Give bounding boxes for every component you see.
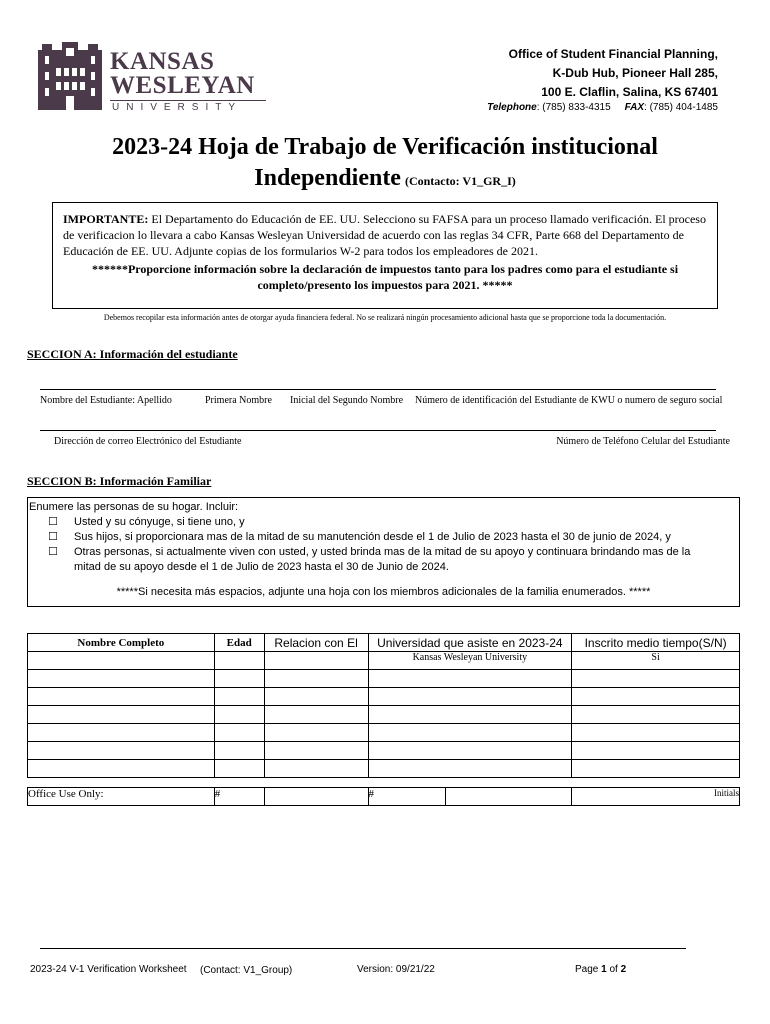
cell-college[interactable] <box>368 670 572 688</box>
cell-age[interactable] <box>214 688 264 706</box>
cell-age[interactable] <box>214 670 264 688</box>
cell-name[interactable] <box>28 652 215 670</box>
cell-name[interactable] <box>28 706 215 724</box>
telephone-value: : (785) 833-4315 <box>536 102 611 113</box>
office-use-table <box>27 787 740 806</box>
cell-age[interactable] <box>214 760 264 778</box>
household-item-3 <box>28 545 739 575</box>
student-contact-line[interactable] <box>40 430 716 431</box>
building-emblem-icon <box>36 42 104 114</box>
page-title: 2023-24 Hoja de Trabajo de Verificación institucional <box>112 134 658 160</box>
logo-university: UNIVERSITY <box>112 102 243 113</box>
extra-space-note: *****Si necesita más espacios, adjunte una hoja con los miembros adicionales de la familia enumerados. ***** <box>116 586 651 598</box>
page-of: of <box>606 964 621 975</box>
cell-name[interactable] <box>28 670 215 688</box>
header-half-time: Inscrito medio tiempo(S/N) <box>572 634 740 652</box>
cell-half-time-example: Si <box>572 652 740 670</box>
office-use-hash-2: # <box>368 788 446 806</box>
fax-value: : (785) 404-1485 <box>644 102 718 113</box>
title-block <box>0 134 770 192</box>
logo-kansas: KANSAS <box>110 48 215 75</box>
office-use-cell <box>446 788 572 806</box>
office-use-hash-1: # <box>214 788 264 806</box>
household-item-text: Usted y su cónyuge, si tiene uno, y <box>74 516 245 528</box>
cell-half-time[interactable] <box>572 706 740 724</box>
title-contact: (Contacto: V1_GR_I) <box>404 174 516 188</box>
household-item-2 <box>28 530 739 545</box>
important-label: IMPORTANTE: <box>63 212 149 226</box>
university-logo <box>36 42 266 114</box>
header-full-name: Nombre Completo <box>28 634 215 652</box>
tax-return-notice: ******Proporcione información sobre la declaración de impuestos tanto para los padres como para el estudiante si completo/presento los impuestos para 2021. ***** <box>91 262 679 292</box>
header-college: Universidad que asiste en 2023-24 <box>368 634 572 652</box>
important-paragraph <box>63 211 707 259</box>
cell-relationship[interactable] <box>264 724 368 742</box>
cell-name[interactable] <box>28 742 215 760</box>
household-item-1 <box>28 515 739 530</box>
cell-age[interactable] <box>214 742 264 760</box>
student-name-line[interactable] <box>40 389 716 390</box>
logo-wesleyan: WESLEYAN <box>110 72 255 99</box>
table-row <box>28 688 740 706</box>
header-age: Edad <box>214 634 264 652</box>
cell-relationship[interactable] <box>264 760 368 778</box>
footer-divider <box>40 948 686 949</box>
cell-age[interactable] <box>214 706 264 724</box>
page-total: 2 <box>620 964 627 975</box>
footer-contact: (Contact: V1_Group) <box>200 965 293 976</box>
office-contact-line <box>487 102 718 113</box>
table-row-example <box>28 652 740 670</box>
page-subtitle: Independiente <box>254 165 401 191</box>
cell-college[interactable] <box>368 760 572 778</box>
cell-college-example: Kansas Wesleyan University <box>368 652 572 670</box>
fax-label: FAX <box>624 102 645 113</box>
office-use-initials: Initials <box>572 788 740 806</box>
household-item-text: Sus hijos, si proporcionara mas de la mitad de su manutención desde el 1 de Julio de 2023 hasta el 30 de junio de 2024, y <box>74 531 671 543</box>
cell-half-time[interactable] <box>572 670 740 688</box>
cell-relationship[interactable] <box>264 688 368 706</box>
table-header-row <box>28 634 740 652</box>
important-notice-box <box>52 202 718 309</box>
table-row <box>28 724 740 742</box>
section-b-heading: SECCION B: Información Familiar <box>27 474 212 488</box>
household-instructions-box <box>27 497 740 607</box>
office-name: Office of Student Financial Planning, <box>508 47 718 61</box>
page-current: 1 <box>601 964 607 975</box>
label-student-id: Número de identificación del Estudiante de KWU o numero de seguro social <box>415 395 723 406</box>
office-location: K-Dub Hub, Pioneer Hall 285, <box>552 66 718 80</box>
cell-name[interactable] <box>28 688 215 706</box>
office-address: 100 E. Claflin, Salina, KS 67401 <box>541 85 718 99</box>
cell-half-time[interactable] <box>572 688 740 706</box>
page-prefix: Page <box>575 964 602 975</box>
office-use-cell <box>264 788 368 806</box>
cell-college[interactable] <box>368 742 572 760</box>
office-use-row <box>28 788 740 806</box>
checkbox-icon[interactable]: ☐ <box>48 546 58 558</box>
family-table <box>27 633 740 778</box>
label-first-name: Primera Nombre <box>205 395 272 406</box>
telephone-label: Telephone <box>487 102 537 113</box>
table-row <box>28 742 740 760</box>
household-intro: Enumere las personas de su hogar. Incluir: <box>29 501 239 513</box>
footer-doc-name: 2023-24 V-1 Verification Worksheet <box>30 964 187 975</box>
section-a-heading: SECCION A: Información del estudiante <box>27 347 238 361</box>
table-row <box>28 760 740 778</box>
header-relationship: Relacion con El <box>264 634 368 652</box>
table-row <box>28 670 740 688</box>
footer-version: Version: 09/21/22 <box>357 964 435 975</box>
label-cell-phone: Número de Teléfono Celular del Estudiante <box>556 436 730 447</box>
cell-relationship[interactable] <box>264 670 368 688</box>
cell-name[interactable] <box>28 760 215 778</box>
important-text: El Departamento do Educación de EE. UU. Selecciono su FAFSA para un proceso llamado verificación. El proceso de verificacion lo llevara a cabo Kansas Wesleyan Universidad de acuerdo con las reglas 34 CFR, Parte 668 del Departamento de Educación de EE. UU. Adjunte copias de los formularios W-2 para todos los empleadores de 2021. <box>63 212 706 258</box>
office-use-label: Office Use Only: <box>28 788 215 806</box>
checkbox-icon[interactable]: ☐ <box>48 516 58 528</box>
cell-relationship[interactable] <box>264 706 368 724</box>
cell-college[interactable] <box>368 688 572 706</box>
label-last-name: Nombre del Estudiante: Apellido <box>40 395 172 406</box>
label-middle-initial: Inicial del Segundo Nombre <box>290 395 404 406</box>
cell-age[interactable] <box>214 724 264 742</box>
cell-age[interactable] <box>214 652 264 670</box>
cell-half-time[interactable] <box>572 724 740 742</box>
cell-relationship[interactable] <box>264 742 368 760</box>
footer-page-number <box>575 964 626 975</box>
cell-half-time[interactable] <box>572 760 740 778</box>
cell-relationship[interactable] <box>264 652 368 670</box>
cell-college[interactable] <box>368 706 572 724</box>
label-email: Dirección de correo Electrónico del Estudiante <box>54 436 242 447</box>
documentation-note: Debemos recopilar esta información antes de otorgar ayuda financiera federal. No se realizará ningún procesamiento adicional hasta que se proporcione toda la documentación. <box>103 313 667 322</box>
cell-college[interactable] <box>368 724 572 742</box>
checkbox-icon[interactable]: ☐ <box>48 531 58 543</box>
household-item-text: Otras personas, si actualmente viven con usted, y usted brinda mas de la mitad de su apoyo y continuara brindando mas de la mitad de su apoyo desde el 1 de Julio de 2023 hasta el 30 de Junio de 2024. <box>74 546 691 573</box>
table-row <box>28 706 740 724</box>
cell-name[interactable] <box>28 724 215 742</box>
cell-half-time[interactable] <box>572 742 740 760</box>
